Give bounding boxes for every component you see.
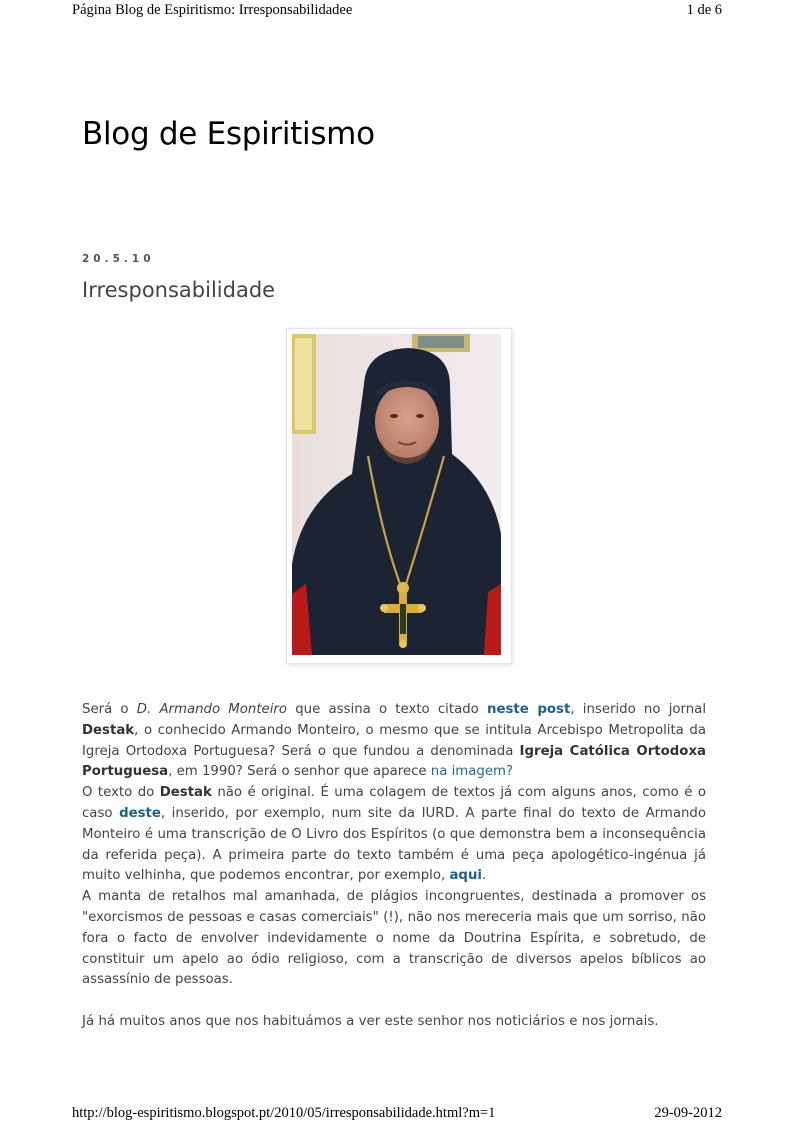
text-run: O texto do <box>82 785 160 801</box>
print-footer-url: http://blog-espiritismo.blogspot.pt/2010/05/irresponsabilidade.html?m=1 <box>72 1105 496 1121</box>
link-neste-post[interactable]: neste post <box>487 702 571 717</box>
print-footer <box>72 1105 722 1123</box>
link-deste[interactable]: deste <box>119 805 161 821</box>
link-na-imagem[interactable]: na imagem? <box>430 764 514 780</box>
post-image[interactable] <box>286 328 512 664</box>
paragraph-2 <box>82 783 706 887</box>
paragraph-1 <box>82 700 706 783</box>
paragraph-3: A manta de retalhos mal amanhada, de plágios incongruentes, destinada a promover os "exorcismos de pessoas e casas comerciais" (!), não nos mereceria mais que um sorriso, não fora o facto de envolver indevidamente o nome da Doutrina Espírita, e sobretudo, de constituir um apelo ao ódio religioso, com a transcrição de diversos apelos bíblicos ao assassínio de pessoas. <box>82 889 706 988</box>
paragraph-4: Já há muitos anos que nos habituámos a ver este senhor nos noticiários e nos jornais. <box>82 1014 659 1030</box>
text-run: , inserido no jornal <box>570 702 707 717</box>
post-title[interactable]: Irresponsabilidade <box>82 278 276 302</box>
bold-igreja: Igreja Católica Ortodoxa Portuguesa <box>82 743 706 780</box>
print-header <box>72 2 722 20</box>
bold-destak: Destak <box>82 722 135 738</box>
link-aqui[interactable]: aqui <box>449 868 482 884</box>
text-run: , o conhecido Armando Monteiro, o mesmo que se intitula Arcebispo Metropolita da Igreja Ortodoxa Portuguesa? Será o que fundou a denominada <box>82 722 706 759</box>
paragraph-gap <box>82 991 706 1012</box>
bishop-portrait-image <box>292 334 501 655</box>
post-body <box>82 700 706 1033</box>
print-header-page-title: Página Blog de Espiritismo: Irresponsabilidadee <box>72 2 353 18</box>
print-header-page-count: 1 de 6 <box>686 2 722 18</box>
text-run: Será o <box>82 702 137 717</box>
text-run: , inserido, por exemplo, num site da IURD. A parte final do texto de Armando Monteiro é uma transcrição de O Livro dos Espíritos (o que demonstra bem a inconsequência da referida peça). A primeira parte do texto também é uma peça apologético-ingénua já muito velhinha, que podemos encontrar, por exemplo, <box>82 805 706 884</box>
print-footer-date: 29-09-2012 <box>654 1105 722 1121</box>
blog-title[interactable]: Blog de Espiritismo <box>82 116 375 152</box>
text-run: não é original. É uma colagem de textos já com alguns anos, como é o caso <box>82 785 706 821</box>
italic-name: D. Armando Monteiro <box>136 702 288 717</box>
bold-destak: Destak <box>159 785 212 801</box>
text-run: que assina o texto citado <box>287 702 488 717</box>
text-run: . <box>481 868 487 884</box>
text-run: , em 1990? Será o senhor que aparece <box>168 764 431 780</box>
post-date: 20.5.10 <box>82 253 155 265</box>
